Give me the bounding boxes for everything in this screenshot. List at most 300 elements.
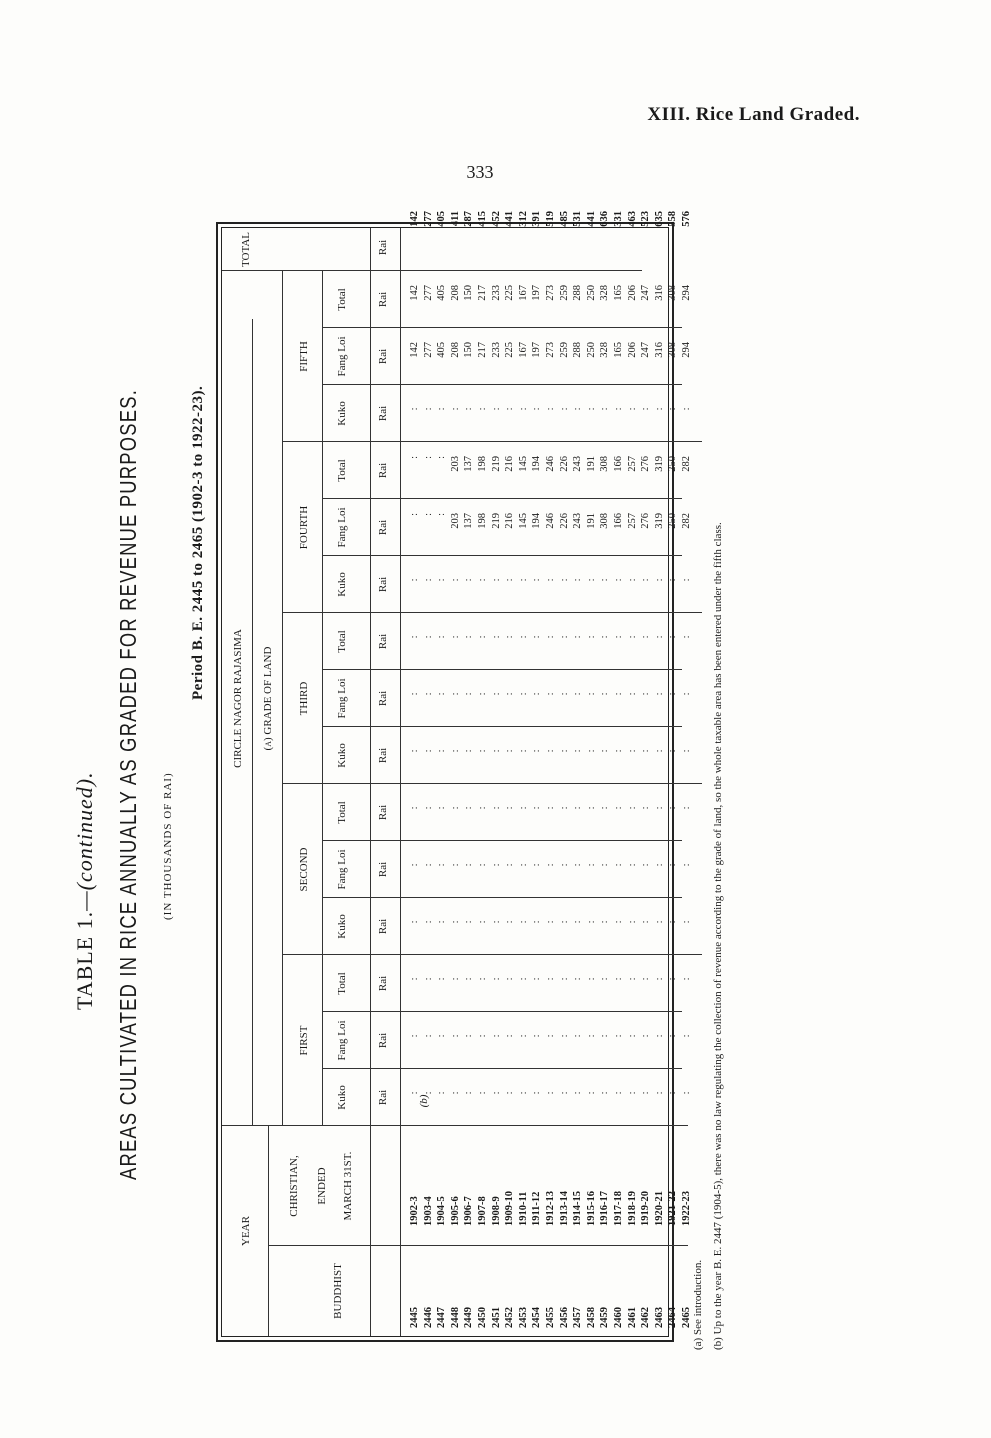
empty-mark: : [558,863,570,867]
empty-mark: : [463,1034,475,1038]
empty-mark: : [599,635,611,639]
empty-mark: : [517,635,529,639]
table-cell: 405 [436,285,448,301]
empty-mark: : [680,407,692,411]
table-cell: 282 [680,456,692,472]
empty-mark: : [490,635,502,639]
table-cell: 1915-16 [585,1191,597,1226]
table-cell: 219 [490,456,502,472]
table-cell: 576 [680,211,692,227]
table-cell: 259 [558,342,570,358]
empty-mark: : [680,578,692,582]
table-cell: 145 [517,513,529,529]
table-cell: 243 [572,513,584,529]
table-cell: 259 [558,285,570,301]
empty-mark: : [517,749,529,753]
empty-mark: : [653,749,665,753]
empty-mark: : [558,578,570,582]
page-number: 333 [466,162,494,182]
empty-mark: : [640,977,652,981]
empty-mark: : [490,578,502,582]
table-cell: 2457 [572,1307,584,1328]
empty-mark: : [449,1091,461,1095]
table-cell: 206 [626,342,638,358]
table-cell: 1918-19 [626,1191,638,1226]
empty-mark: : [653,1091,665,1095]
empty-mark: : [599,806,611,810]
christian-header: CHRISTIAN, [288,1155,300,1217]
table-cell: 1911-12 [531,1191,543,1226]
empty-mark: : [544,578,556,582]
table-cell: 142 [409,342,420,358]
rotated-table-page [60,210,760,1390]
footnote-b: (b) Up to the year B. E. 2447 (1904-5), there was no law regulating the collection of revenue according to the grade of land, so the whole taxable area has been entered under the fifth class. [712,522,724,1350]
table-cell: 166 [612,456,624,472]
dots-1-2 [408,807,693,842]
table-cell: 1908-9 [490,1196,502,1226]
empty-mark: : [680,1091,692,1095]
empty-mark: : [599,1091,611,1095]
empty-mark: : [517,863,529,867]
table-cell: 198 [476,513,488,529]
empty-mark: : [409,863,420,867]
table-cell: 287 [463,211,475,227]
empty-mark: : [544,692,556,696]
empty-mark: : [463,806,475,810]
empty-mark: : [422,407,434,411]
empty-mark: : [490,863,502,867]
empty-mark: : [517,407,529,411]
table-cell: 1919-20 [640,1191,652,1226]
empty-mark: : [531,749,543,753]
empty-mark: : [653,863,665,867]
empty-mark: : [612,578,624,582]
empty-mark: : [585,920,597,924]
grade-rule [282,271,283,1126]
table-cell: 142 [409,285,420,301]
table-cell: 277 [422,285,434,301]
empty-mark: : [680,749,692,753]
unit-label: Rai [377,462,389,479]
empty-mark: : [531,977,543,981]
table-title: AREAS CULTIVATED IN RICE ANNUALLY AS GRADED FOR REVENUE PURPOSES. [115,389,141,1180]
total-header: TOTAL [240,232,252,267]
empty-mark: : [409,1091,420,1095]
table-cell: 145 [517,456,529,472]
dots-2-1 [408,693,693,728]
empty-mark: : [572,578,584,582]
table-label: TABLE 1.—(continued). [72,771,97,1010]
table-cell: 225 [504,342,516,358]
empty-mark: : [544,806,556,810]
empty-mark: : [476,1091,488,1095]
grade-header: (a) GRADE OF LAND [262,646,274,751]
empty-mark: : [680,1034,692,1038]
empty-mark: : [640,635,652,639]
empty-mark: : [409,692,420,696]
table-cell: 312 [517,211,529,227]
empty-mark: : [490,749,502,753]
empty-mark: : [463,578,475,582]
table-cell: 319 [653,513,665,529]
empty-mark: : [476,578,488,582]
empty-mark: : [640,920,652,924]
dots-1-0 [408,921,693,956]
empty-mark: : [667,920,679,924]
empty-mark: : [599,692,611,696]
empty-mark: : [436,1034,448,1038]
table-cell: 2449 [463,1307,475,1328]
buddhist-year-column [408,1278,693,1328]
empty-mark: : [544,977,556,981]
empty-mark: : [490,1091,502,1095]
empty-mark: : [558,920,570,924]
empty-mark: : [504,863,516,867]
table-cell: 2456 [558,1307,570,1328]
empty-mark: : [449,1034,461,1038]
empty-mark: : [680,977,692,981]
empty-mark: : [476,977,488,981]
table-cell: 273 [544,285,556,301]
table-cell: 250 [667,513,679,529]
units-note: (IN THOUSANDS OF RAI) [162,772,174,920]
empty-mark: : [585,578,597,582]
table-cell: 2461 [626,1307,638,1328]
empty-mark: : [626,1091,638,1095]
empty-mark: : [667,407,679,411]
dots-2-2 [408,636,693,671]
empty-mark: : [476,749,488,753]
empty-mark: : [504,407,516,411]
empty-mark: : [422,863,434,867]
empty-mark: : [585,1091,597,1095]
year-header: YEAR [240,1216,252,1246]
circle-rule [252,319,253,1126]
empty-mark: : [599,1034,611,1038]
empty-mark: : [409,806,420,810]
table-cell: 208 [449,342,461,358]
table-cell: 319 [653,456,665,472]
table-cell: 247 [640,285,652,301]
table-cell: 391 [531,211,543,227]
empty-mark: : [504,1091,516,1095]
empty-mark: : [612,407,624,411]
empty-mark: : [572,749,584,753]
vrule-year-0 [268,1245,688,1246]
table-cell: 217 [476,285,488,301]
empty-mark: : [517,806,529,810]
table-cell: 463 [626,211,638,227]
empty-mark: : [504,692,516,696]
table-cell: 1902-3 [409,1196,420,1226]
table-cell: 137 [463,456,475,472]
sub-first-1: Fang Loi [336,1020,348,1061]
buddhist-header: BUDDHIST [332,1263,344,1319]
empty-mark: : [476,407,488,411]
empty-mark: : [653,635,665,639]
empty-mark: : [612,692,624,696]
empty-mark: : [531,635,543,639]
empty-mark: : [436,806,448,810]
empty-mark: : [572,692,584,696]
table-cell: 1922-23 [680,1191,692,1226]
empty-mark: : [612,1091,624,1095]
sub-second-0: Kuko [336,914,348,939]
table-cell: 294 [680,285,692,301]
empty-mark: : [653,692,665,696]
circle-header: CIRCLE NAGOR RAJASIMA [232,629,244,768]
empty-mark: : [436,920,448,924]
table-cell: 1912-13 [544,1191,556,1226]
dots-0-0 [408,1092,693,1127]
table-cell: 558 [667,211,679,227]
table-cell: 191 [585,513,597,529]
table-cell: 219 [490,513,502,529]
empty-mark: : [640,692,652,696]
table-cell: 2453 [517,1307,529,1328]
grade-sub-rule [322,271,323,1126]
empty-mark: : [572,863,584,867]
empty-mark: : [640,407,652,411]
table-cell: 635 [653,211,665,227]
empty-mark: : [517,977,529,981]
empty-mark: : [409,749,420,753]
empty-mark: : [476,863,488,867]
empty-mark: : [476,692,488,696]
sub-second-2: Total [336,801,348,824]
table-cell: 197 [531,285,543,301]
table-cell: 1916-17 [599,1191,611,1226]
empty-mark: : [640,806,652,810]
empty-mark: : [449,692,461,696]
empty-mark: : [449,920,461,924]
table-cell: 405 [436,211,448,227]
empty-mark: : [667,1034,679,1038]
empty-mark: : [422,806,434,810]
empty-mark: : [504,920,516,924]
empty-mark: : [680,920,692,924]
christian-year-column [408,1146,693,1226]
empty-mark: : [476,1034,488,1038]
empty-mark: : [544,407,556,411]
empty-mark: : [626,977,638,981]
empty-mark: : [436,407,448,411]
table-cell: 411 [449,211,461,227]
dots-0-2 [408,978,693,1013]
empty-mark: : [490,920,502,924]
empty-mark: : [544,1034,556,1038]
empty-mark: : [653,977,665,981]
table-cell: 2464 [667,1307,679,1328]
table-cell: 246 [544,456,556,472]
empty-mark: : [640,863,652,867]
sub-first-2: Total [336,972,348,995]
empty-mark: : [517,692,529,696]
empty-mark: : [599,863,611,867]
grade-fifth: FIFTH [298,341,310,372]
empty-mark: : [517,1091,529,1095]
table-cell: 1906-7 [463,1196,475,1226]
table-cell: 276 [640,456,652,472]
dots-fourth-kuko [408,579,693,614]
table-cell: 165 [612,285,624,301]
empty-mark: : [585,977,597,981]
section-header: XIII. Rice Land Graded. [647,104,860,125]
table-cell: 167 [517,285,529,301]
empty-mark: : [409,407,420,411]
empty-mark: : [680,635,692,639]
sub-second-1: Fang Loi [336,849,348,890]
empty-mark: : [599,407,611,411]
empty-mark: : [558,1034,570,1038]
empty-mark: : [409,1034,420,1038]
table-cell: 294 [680,342,692,358]
empty-mark: : [544,863,556,867]
empty-mark: : [612,806,624,810]
empty-mark: : [504,578,516,582]
sub-fifth-1: Fang Loi [336,336,348,377]
sub-fourth-1: Fang Loi [336,507,348,548]
empty-mark: : [449,407,461,411]
empty-mark: : [436,749,448,753]
table-cell: 415 [476,211,488,227]
table-frame [216,211,692,1342]
empty-mark: : [599,920,611,924]
empty-mark: : [667,692,679,696]
grade-first: FIRST [298,1025,310,1056]
empty-mark: : [599,578,611,582]
empty-mark: : [490,692,502,696]
empty-mark: : [531,806,543,810]
table-cell: 1921-22 [667,1191,679,1226]
unit-label: Rai [377,804,389,821]
table-cell: 225 [504,285,516,301]
table-cell: 2445 [409,1307,420,1328]
table-cell: 1910-11 [517,1191,529,1226]
empty-mark: : [667,749,679,753]
table-cell: 208 [449,285,461,301]
table-cell: 308 [667,342,679,358]
table-cell: : [422,456,434,459]
table-cell: 1917-18 [612,1191,624,1226]
table-cell: 191 [585,456,597,472]
empty-mark: : [531,692,543,696]
empty-mark: : [463,692,475,696]
table-cell: 316 [653,285,665,301]
table-cell: 2454 [531,1307,543,1328]
empty-mark: : [572,635,584,639]
empty-mark: : [667,578,679,582]
table-cell: 331 [612,211,624,227]
table-cell: 250 [667,456,679,472]
empty-mark: : [531,407,543,411]
table-cell: 308 [667,285,679,301]
empty-mark: : [653,1034,665,1038]
table-cell: 1920-21 [653,1191,665,1226]
unit-label: Rai [377,633,389,650]
empty-mark: : [422,578,434,582]
empty-mark: : [626,407,638,411]
table-cell: 316 [653,342,665,358]
table-cell: 1909-10 [504,1191,516,1226]
empty-mark: : [531,863,543,867]
empty-mark: : [463,407,475,411]
empty-mark: : [409,635,420,639]
table-cell: 519 [544,211,556,227]
empty-mark: : [612,1034,624,1038]
empty-mark: : [490,1034,502,1038]
sub-fifth-0: Kuko [336,401,348,426]
empty-mark: : [626,749,638,753]
empty-mark: : [409,977,420,981]
table-cell: 233 [490,342,502,358]
table-cell: 2465 [680,1307,692,1328]
table-cell: 452 [490,211,502,227]
empty-mark: : [490,977,502,981]
footnote-a: (a) See introduction. [692,1259,704,1350]
empty-mark: : [558,692,570,696]
march-header: MARCH 31ST. [342,1151,354,1221]
empty-mark: : [572,1034,584,1038]
empty-mark: : [599,977,611,981]
empty-mark: : [476,635,488,639]
table-cell: 194 [531,513,543,529]
empty-mark: : [612,977,624,981]
empty-mark: : [463,863,475,867]
empty-mark: : [572,977,584,981]
grade-fourth: FOURTH [298,505,310,550]
table-cell: 2448 [449,1307,461,1328]
table-cell: 441 [585,211,597,227]
table-cell: 2455 [544,1307,556,1328]
empty-mark: : [449,977,461,981]
empty-mark: : [572,1091,584,1095]
empty-mark: : [558,977,570,981]
table-cell: 2462 [640,1307,652,1328]
empty-mark: : [476,920,488,924]
table-cell: 216 [504,456,516,472]
empty-mark: : [626,692,638,696]
empty-mark: : [436,692,448,696]
empty-mark: : [558,635,570,639]
table-cell: 288 [572,342,584,358]
table-cell: 2447 [436,1307,448,1328]
table-cell: 150 [463,342,475,358]
empty-mark: : [626,806,638,810]
empty-mark: : [667,863,679,867]
table-body [221,211,692,1337]
table-cell: 531 [572,211,584,227]
unit-label: Rai [377,1032,389,1049]
empty-mark: : [463,920,475,924]
empty-mark: : [422,1034,434,1038]
year-header-rule [268,1126,269,1336]
table-cell: 277 [422,211,434,227]
table-cell: 277 [422,342,434,358]
empty-mark: : [558,1091,570,1095]
empty-mark: : [409,578,420,582]
unit-label: Rai [377,348,389,365]
unit-label: Rai [377,690,389,707]
period-label: Period B. E. 2445 to 2465 (1902-3 to 1922-23). [190,385,206,700]
empty-mark: : [667,806,679,810]
table-cell: 167 [517,342,529,358]
empty-mark: : [436,578,448,582]
table-cell: 308 [599,456,611,472]
table-cell: : [409,456,420,459]
table-cell: 2452 [504,1307,516,1328]
empty-mark: : [504,977,516,981]
